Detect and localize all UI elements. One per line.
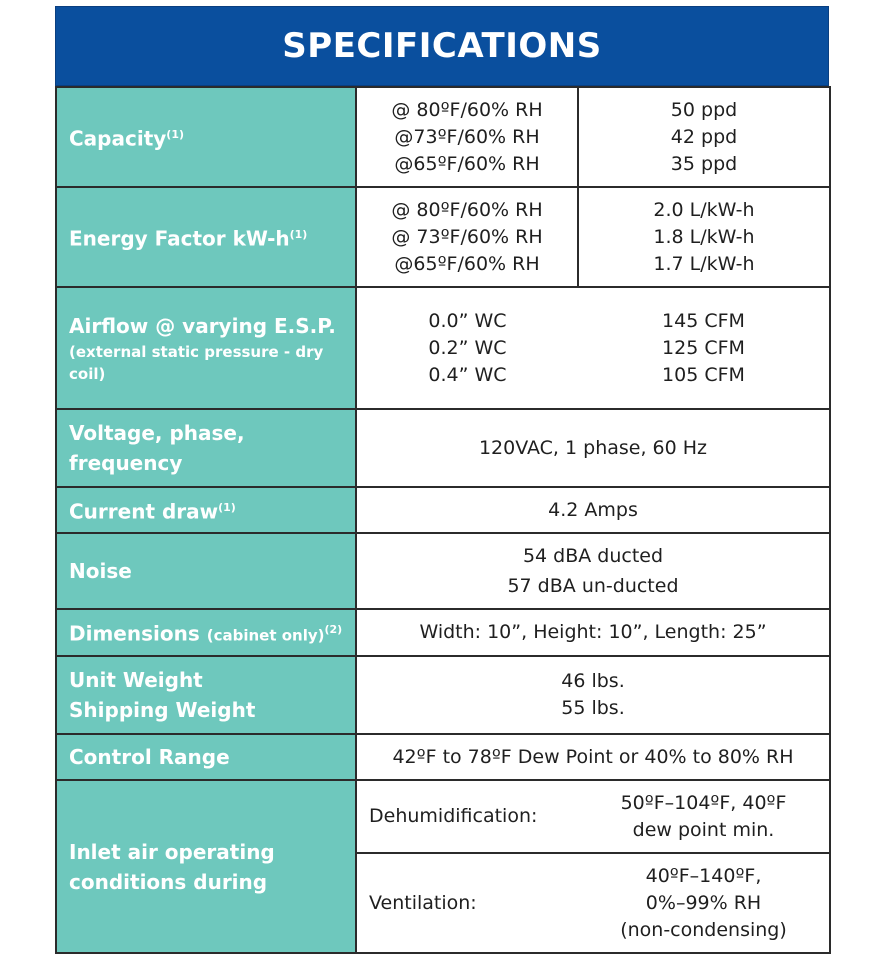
dehumidification-label: Dehumidification:	[356, 780, 578, 853]
capacity-value: 35 ppd	[670, 152, 738, 175]
airflow-row	[56, 287, 830, 409]
noise-label: Noise	[56, 533, 356, 609]
energy-factor-condition: @ 80ºF/60% RH	[391, 198, 543, 221]
specifications-table	[55, 86, 831, 954]
energy-factor-value: 1.8 L/kW-h	[653, 225, 755, 248]
airflow-value: 145 CFM	[662, 309, 745, 332]
shipping-weight-label: Shipping Weight	[69, 698, 256, 722]
capacity-conditions	[356, 87, 578, 187]
capacity-condition: @ 80ºF/60% RH	[391, 98, 543, 121]
dimensions-label	[56, 609, 356, 656]
energy-factor-label	[56, 187, 356, 287]
capacity-condition: @65ºF/60% RH	[394, 152, 540, 175]
dimensions-footnote: (2)	[324, 622, 343, 636]
ventilation-values	[578, 853, 830, 953]
ventilation-value: 40ºF–140ºF,	[645, 864, 762, 887]
inlet-dehumidification-row	[56, 780, 830, 853]
energy-factor-value: 1.7 L/kW-h	[653, 252, 755, 275]
weight-values	[356, 656, 830, 734]
energy-factor-conditions	[356, 187, 578, 287]
energy-factor-footnote: (1)	[289, 228, 308, 242]
capacity-value: 42 ppd	[670, 125, 738, 148]
capacity-condition: @73ºF/60% RH	[394, 125, 540, 148]
airflow-value: 105 CFM	[662, 363, 745, 386]
airflow-condition: 0.0” WC	[428, 309, 507, 332]
capacity-label-text: Capacity	[69, 126, 167, 151]
energy-factor-value: 2.0 L/kW-h	[653, 198, 755, 221]
airflow-sublabel: (external static pressure - dry coil)	[69, 343, 324, 383]
noise-values	[356, 533, 830, 609]
current-draw-row	[56, 487, 830, 533]
dimensions-label-text: Dimensions	[69, 621, 200, 646]
airflow-conditions	[356, 287, 578, 409]
capacity-label	[56, 87, 356, 187]
inlet-air-label-line: Inlet air operating	[69, 839, 275, 864]
dimensions-value: Width: 10”, Height: 10”, Length: 25”	[356, 609, 830, 656]
current-draw-value: 4.2 Amps	[356, 487, 830, 533]
unit-weight-value: 46 lbs.	[561, 670, 625, 692]
control-range-value: 42ºF to 78ºF Dew Point or 40% to 80% RH	[356, 734, 830, 780]
specifications-title: SPECIFICATIONS	[282, 26, 602, 66]
unit-weight-label: Unit Weight	[69, 668, 203, 692]
noise-value: 57 dBA un-ducted	[507, 575, 679, 597]
energy-factor-values	[578, 187, 830, 287]
airflow-values	[578, 287, 830, 409]
airflow-label-text: Airflow @ varying E.S.P.	[69, 314, 336, 338]
capacity-value: 50 ppd	[670, 98, 738, 121]
control-range-row	[56, 734, 830, 780]
weight-label	[56, 656, 356, 734]
noise-value: 54 dBA ducted	[522, 545, 664, 567]
ventilation-value: 0%–99% RH	[645, 891, 762, 914]
dimensions-row	[56, 609, 830, 656]
dehumidification-value: dew point min.	[632, 818, 775, 841]
shipping-weight-value: 55 lbs.	[561, 697, 625, 719]
energy-factor-condition: @ 73ºF/60% RH	[391, 225, 543, 248]
voltage-row	[56, 409, 830, 487]
ventilation-value: (non-condensing)	[620, 918, 787, 941]
current-draw-footnote: (1)	[218, 501, 236, 515]
energy-factor-row	[56, 187, 830, 287]
energy-factor-label-text: Energy Factor kW-h	[69, 226, 290, 251]
dimensions-label-note: (cabinet only)	[206, 626, 325, 645]
voltage-value: 120VAC, 1 phase, 60 Hz	[356, 409, 830, 487]
specifications-sheet	[55, 6, 829, 954]
airflow-condition: 0.4” WC	[428, 363, 507, 386]
current-draw-label	[56, 487, 356, 533]
energy-factor-condition: @65ºF/60% RH	[394, 252, 540, 275]
ventilation-label: Ventilation:	[356, 853, 578, 953]
weight-row	[56, 656, 830, 734]
noise-row	[56, 533, 830, 609]
current-draw-label-text: Current draw	[69, 499, 219, 524]
airflow-condition: 0.2” WC	[428, 336, 507, 359]
voltage-label-line: frequency	[69, 451, 183, 475]
airflow-value: 125 CFM	[662, 336, 745, 359]
specifications-header	[55, 6, 829, 86]
capacity-footnote: (1)	[166, 128, 185, 142]
inlet-air-label-line: conditions during	[69, 869, 268, 894]
control-range-label: Control Range	[56, 734, 356, 780]
capacity-row	[56, 87, 830, 187]
capacity-values	[578, 87, 830, 187]
dehumidification-values	[578, 780, 830, 853]
inlet-air-label	[56, 780, 356, 953]
airflow-label	[56, 287, 356, 409]
voltage-label-line: Voltage, phase,	[69, 421, 245, 445]
voltage-label	[56, 409, 356, 487]
dehumidification-value: 50ºF–104ºF, 40ºF	[620, 791, 787, 814]
